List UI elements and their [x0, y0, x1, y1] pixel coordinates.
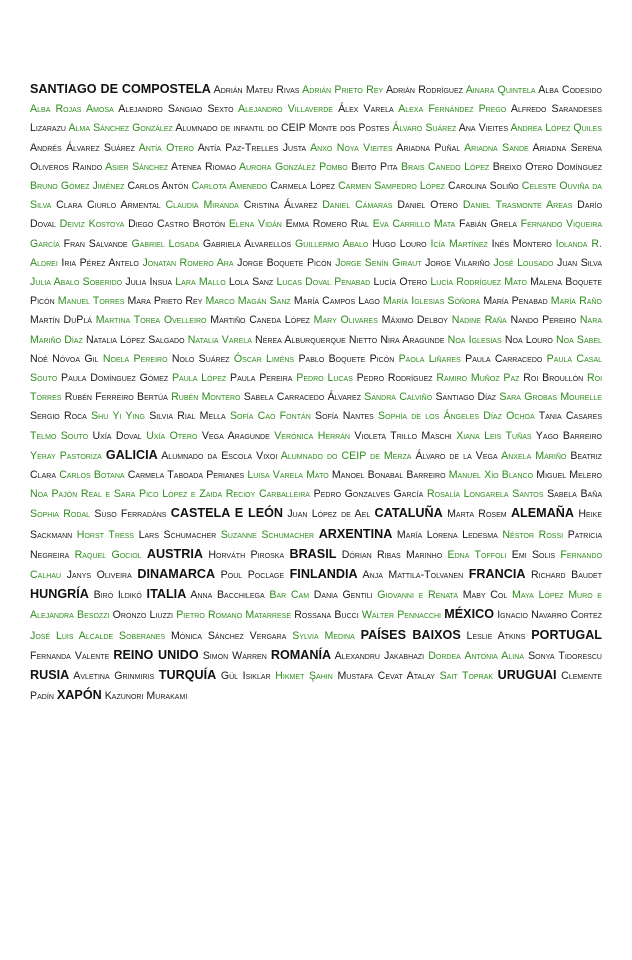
contributor-name: Suzanne Schumacher — [220, 528, 315, 541]
contributor-name: Celeste Ouviña da Silva — [30, 180, 602, 212]
contributor-name: Yeray Pastoriza — [30, 449, 102, 462]
contributor-name: Sandra Calviño — [364, 391, 433, 404]
contributor-name: Néstor Rossi — [502, 528, 564, 541]
contributor-name: Sergio Roca — [30, 410, 87, 423]
contributor-name: Santiago Díaz — [435, 391, 497, 404]
contributor-name: Nolo Suárez — [171, 352, 230, 365]
contributor-name: Noa Pajón Real e Sara Pico López e Zaida Recioy Carballeira — [30, 488, 310, 501]
contributor-name: Ariadna Serena Oliveros Raindo — [30, 141, 602, 173]
contributor-name: Janys Oliveira — [66, 569, 132, 582]
contributor-name: Patricia Negreira — [30, 528, 603, 561]
contributor-name: Ariadna Puñal — [396, 141, 461, 154]
contributor-name: Miguel Melero — [536, 469, 602, 482]
contributor-name: Daniel Cámaras — [322, 199, 393, 212]
place-heading: TURQUÍA — [158, 668, 217, 683]
contributor-name: Jorge Vilariño — [425, 256, 490, 269]
contributor-name: Gabriela Alvarellos — [202, 237, 292, 250]
contributor-name: Manuel Xío Blanco — [448, 469, 534, 482]
contributor-name: Noa Louro — [504, 333, 553, 346]
contributor-name: Rossana Bucci — [294, 609, 359, 622]
place-heading: MÉXICO — [444, 607, 495, 622]
contributor-name: Juan Silva — [557, 256, 603, 269]
contributor-name: Mónica Sánchez Vergara — [170, 629, 287, 642]
place-heading: RUSIA — [30, 668, 70, 683]
place-heading: ARXENTINA — [318, 526, 393, 541]
contributor-name: Sara Grobas Mourelle — [499, 391, 602, 404]
contributor-name: Noela Pereiro — [102, 352, 168, 365]
contributor-name: Richard Baudet — [531, 569, 603, 582]
contributor-name: Noé Nóvoa Gil — [30, 352, 99, 365]
contributor-name: Uxía Doval — [92, 429, 142, 442]
contributor-name: Leslie Atkins — [466, 629, 526, 642]
place-heading: AUSTRIA — [146, 546, 204, 561]
contributor-name: Brais Canedo López — [401, 160, 490, 173]
contributor-name: Marco Magán Sanz — [205, 295, 291, 308]
contributor-name: Sabela Baña — [547, 488, 603, 501]
contributor-name: Silvia Rial Mella — [149, 410, 226, 423]
contributor-name: Roi Broullón — [523, 372, 584, 385]
contributor-name: Malena Boquete Picón — [30, 276, 603, 308]
contributor-name: Fabián Grela — [459, 218, 517, 231]
contributor-name: Andrés Álvarez Suárez — [30, 141, 135, 154]
contributor-name: Rubén Ferreiro Bertúa — [64, 391, 168, 404]
contributor-name: Paula Pereira — [230, 372, 293, 385]
contributor-name: Nerea Alburquerque Nietto — [255, 333, 378, 346]
contributor-name: Adrián Mateu Rivas — [213, 84, 300, 96]
contributor-name: Gül Isiklar — [220, 670, 271, 683]
contributor-name: Eva Carrillo Mata — [372, 218, 456, 231]
contributor-name: José Luis Alcalde Soberanes — [30, 629, 166, 642]
contributor-name: Juan López de Ael — [287, 508, 371, 521]
contributor-name: Bruno Gómez Jiménez — [30, 180, 125, 193]
contributor-name: Verónica Herrán — [274, 429, 351, 442]
contributor-name: Dórian Ribas Marinho — [341, 548, 443, 561]
place-heading: SANTIAGO DE COMPOSTELA — [30, 82, 211, 96]
contributor-name: María Campos Lago — [293, 295, 380, 308]
contributor-name: Lars Schumacher — [138, 528, 217, 541]
contributor-name: Elena Vidán — [228, 218, 282, 231]
contributor-name: Martina Torea Ovelleiro — [95, 314, 207, 327]
contributor-name: Antía Paz-Trelles Justa — [197, 141, 307, 154]
contributor-name: Luisa Varela Mato — [247, 469, 329, 482]
contributor-name: Carmela Taboada Perianes — [127, 469, 245, 482]
contributor-name: Asier Sánchez — [105, 160, 169, 173]
contributor-name: Natalia López Salgado — [86, 333, 185, 346]
contributor-name: Mary Olivares — [313, 314, 378, 327]
contributors-list — [30, 80, 602, 707]
contributor-name: Paola Liñares — [398, 352, 461, 365]
contributor-name: Emi Solis — [511, 548, 556, 561]
contributor-name: Jorge Senín Giraut — [335, 256, 422, 269]
contributor-name: Xiana Leis Tuñas — [456, 429, 532, 442]
contributor-name: Julia Insua — [125, 276, 173, 289]
contributor-name: Anja Mattila-Tolvanen — [362, 569, 464, 582]
contributor-name: Biró Ildikó — [93, 589, 142, 602]
contributor-name: Dordea Antonia Alina — [428, 649, 525, 662]
contributor-name: Alumnado do CEIP de Merza — [280, 449, 412, 462]
place-heading: ROMANÍA — [270, 647, 332, 662]
contributor-name: Manuel Torres — [57, 295, 125, 308]
place-heading: BRASIL — [289, 546, 337, 561]
contributor-name: Carolina Soliño — [448, 180, 519, 193]
contributor-name: Sabela Carracedo Álvarez — [243, 391, 361, 404]
contributor-name: Alejandro Sangiao Sexto — [118, 103, 234, 116]
contributor-name: Gabriel Losada — [131, 237, 200, 250]
place-heading: XAPÓN — [56, 688, 102, 703]
contributor-name: Nara Mariño Díaz — [30, 314, 603, 346]
contributor-name: Hikmet Şahin — [275, 670, 333, 683]
contributor-name: Nando Pereiro — [510, 314, 577, 327]
contributor-name: Pablo Boquete Picón — [298, 352, 395, 365]
place-heading: DINAMARCA — [137, 567, 216, 582]
contributor-name: Anxela Mariño — [501, 449, 567, 462]
contributor-name: Paula Domínguez Gómez — [61, 372, 169, 385]
contributor-name: Ramiro Muñoz Paz — [436, 372, 520, 385]
contributor-name: José Lousado — [493, 256, 554, 269]
contributor-name: Avletina Grinmiris — [73, 670, 155, 683]
contributor-name: Lola Sanz — [228, 276, 274, 289]
contributor-name: Fernanda Valente — [30, 649, 110, 662]
contributor-name: Alejandro Villaverde — [238, 103, 333, 116]
contributor-name: Carlota Amenedo — [191, 180, 268, 193]
contributor-name: Martiño Caneda López — [210, 314, 310, 327]
contributor-name: Natalia Varela — [187, 333, 252, 346]
contributor-name: Rubén Montero — [171, 391, 241, 404]
contributor-name: Antía Otero — [138, 141, 194, 154]
contributor-name: Telmo Souto — [30, 429, 89, 442]
contributor-name: Anna Bacchilega — [190, 589, 265, 602]
contributor-name: Sait Toprak — [439, 670, 494, 683]
contributor-name: Shu Yi Ying — [91, 410, 145, 423]
contributor-name: Inés Montero — [491, 237, 552, 250]
contributor-name: Jorge Boquete Picón — [237, 256, 332, 269]
contributor-name: Alumnado da Escola Vixoi — [161, 449, 278, 462]
place-heading: FINLANDIA — [289, 567, 358, 582]
place-heading: CASTELA E LEÓN — [170, 506, 284, 521]
contributor-name: Ignacio Navarro Cortez — [497, 609, 602, 622]
contributor-name: Vega Aragunde — [201, 429, 270, 442]
place-heading: FRANCIA — [468, 567, 526, 582]
contributor-name: Adrián Prieto Rey — [302, 84, 384, 96]
contributor-name: Lucas Doval Penabad — [276, 276, 371, 289]
contributor-name: Sonya Tidorescu — [528, 649, 603, 662]
contributor-name: Dania Gentili — [313, 589, 373, 602]
contributor-name: Maya López Muro e Alejandra Besozzi — [30, 589, 602, 622]
contributor-name: Deiviz Kostoya — [59, 218, 125, 231]
place-heading: ITALIA — [146, 587, 187, 602]
contributor-name: Aurora González Pombo — [239, 160, 348, 173]
contributor-name: Marta Rosem — [447, 508, 507, 521]
contributor-name: Poul Poclage — [220, 569, 285, 582]
contributor-name: Alfredo Sarandeses Lizarazu — [30, 103, 602, 135]
contributor-name: Walter Pennacchi — [361, 609, 442, 622]
contributor-name: Darío Doval — [30, 199, 603, 231]
contributor-name: Claudia Miranda — [165, 199, 239, 212]
contributor-name: Uxía Otero — [146, 429, 198, 442]
contributor-name: Anxo Noya Vieites — [310, 141, 393, 154]
contributor-name: Adrián Rodríguez — [385, 84, 463, 96]
place-heading: GALICIA — [105, 447, 158, 462]
contributor-name: Beatriz Clara — [30, 449, 602, 482]
contributor-name: Daniel Otero — [397, 199, 458, 212]
contributor-name: Carlos Antón — [127, 180, 189, 193]
contributor-name: Clemente Padín — [30, 670, 603, 703]
contributor-name: Álvaro Suárez — [392, 122, 457, 135]
contributor-name: Yago Barreiro — [535, 429, 603, 442]
contributor-name: Edna Toffoli — [447, 548, 507, 561]
contributor-name: Icía Martínez — [430, 237, 488, 250]
contributor-name: Cristina Álvarez — [243, 199, 318, 212]
contributor-name: Alexa Fernández Prego — [398, 103, 507, 116]
contributor-name: Carlos Botana — [59, 469, 125, 482]
contributor-name: Bieito Pita — [351, 160, 398, 173]
contributor-name: Máximo Delboy — [381, 314, 448, 327]
contributor-name: Iria Pérez Antelo — [61, 256, 139, 269]
contributor-name: Carmen Sampedro López — [338, 180, 445, 193]
contributor-name: Álex Varela — [338, 103, 394, 116]
contributor-name: Ariadna Sande — [464, 141, 529, 154]
contributor-name: Andrea López Quiles — [510, 122, 602, 135]
contributor-name: Jonatan Romero Ara — [142, 256, 234, 269]
contributor-name: Sofía Cao Fontán — [229, 410, 311, 423]
contributor-name: Ainara Quintela — [465, 84, 536, 96]
contributor-name: Álvaro de la Vega — [415, 449, 498, 462]
contributor-name: Emma Romero Rial — [285, 218, 369, 231]
place-heading: CATALUÑA — [374, 506, 443, 521]
contributor-name: Horváth Piroska — [208, 548, 285, 561]
contributor-name: Simon Warren — [202, 649, 267, 662]
contributor-name: Alumnado de infantil do CEIP Monte dos Postes — [175, 122, 390, 135]
contributor-name: Fernando Calhau — [30, 548, 603, 582]
contributor-name: Julia Abalo Soberido — [30, 276, 123, 289]
contributor-name: Noa Sabel — [555, 333, 602, 346]
contributor-name: María Iglesias Sóñora — [382, 295, 481, 308]
contributor-name: Sofía Nantes — [315, 410, 374, 423]
contributor-name: Giovanni e Renata — [377, 589, 459, 602]
contributor-name: Manoel Bonabal Barreiro — [331, 469, 446, 482]
contributor-name: Noa Iglesias — [447, 333, 502, 346]
contributor-name: Rosalía Longarela Santos — [426, 488, 544, 501]
contributor-name: Sophia Rodal — [30, 508, 91, 521]
place-heading: URUGUAI — [497, 668, 557, 683]
contributor-name: Sylvia Medina — [292, 629, 355, 642]
contributor-name: María Penabad — [483, 295, 548, 308]
contributor-name: Oronzo Liuzzi — [112, 609, 174, 622]
contributor-name: Breixo Otero Domínguez — [492, 160, 603, 173]
contributor-name: Sophía de los Ángeles Díaz Ochoa — [378, 410, 535, 423]
contributor-name: Lucía Rodríguez Mato — [430, 276, 527, 289]
contributor-name: Carmela López — [270, 180, 335, 193]
contributor-name: Paula López — [171, 372, 227, 385]
contributor-name: Iolanda R. Aldrei — [30, 237, 602, 269]
contributor-name: Nira Aragunde — [380, 333, 445, 346]
contributor-name: María Raño — [550, 295, 602, 308]
contributor-name: Atenea Riomao — [170, 160, 237, 173]
contributor-name: Paula Casal Souto — [30, 352, 603, 385]
place-heading: ALEMAÑA — [510, 506, 575, 521]
contributor-name: Suso Ferradáns — [94, 508, 167, 521]
contributor-name: Alba Rojas Amosa — [30, 103, 114, 116]
contributor-name: Horst Tress — [76, 528, 134, 541]
contributor-name: Paula Carracedo — [465, 352, 543, 365]
contributor-name: Maby Col — [462, 589, 508, 602]
place-heading: PORTUGAL — [531, 627, 603, 642]
place-heading: REINO UNIDO — [113, 647, 199, 662]
contributor-name: Ana Vieites — [458, 122, 509, 135]
contributor-name: Tania Casares — [538, 410, 603, 423]
contributor-name: Daniel Trasmonte Areas — [462, 199, 573, 212]
contributor-name: Roi Torres — [30, 372, 603, 404]
contributor-name: Kazunori Murakami — [104, 690, 188, 703]
contributor-name: Lara Mallo — [175, 276, 226, 289]
contributor-name: Raquel Gociol — [74, 548, 142, 561]
contributor-name: Óscar Liméns — [233, 352, 295, 365]
contributor-name: Mustafa Cevat Atalay — [337, 670, 435, 683]
contributor-name: Pietro Romano Matarrese — [176, 609, 292, 622]
contributor-name: Heike Sackmann — [30, 508, 603, 541]
contributor-name: Lucía Otero — [373, 276, 428, 289]
contributor-name: Nadine Raña — [451, 314, 507, 327]
place-heading: PAÍSES BAIXOS — [360, 627, 461, 642]
contributor-name: Alexandru Jakabhazi — [334, 649, 425, 662]
contributor-name: María Lorena Ledesma — [396, 528, 498, 541]
contributor-name: Hugo Louro — [372, 237, 427, 250]
place-heading: HUNGRÍA — [30, 587, 89, 602]
contributor-name: Fernando Viqueira García — [30, 218, 603, 250]
contributor-name: Alba Codesido — [538, 84, 603, 96]
contributor-name: Alma Sánchez González — [68, 122, 173, 135]
contributor-name: Diego Castro Brotón — [128, 218, 226, 231]
contributor-name: Pedro Rodríguez — [356, 372, 433, 385]
contributor-name: Clara Ciurlo Armental — [56, 199, 161, 212]
contributor-name: Guillermo Abalo — [295, 237, 369, 250]
contributor-name: Mara Prieto Rey — [127, 295, 203, 308]
contributor-name: Fran Salvande — [63, 237, 128, 250]
contributor-name: Pedro Gonzalves García — [313, 488, 424, 501]
contributor-name: Bar Cam — [269, 589, 310, 602]
contributor-name: Pedro Lucas — [296, 372, 353, 385]
contributor-name: Martín DuPlá — [30, 314, 92, 327]
contributor-name: Violeta Trillo Maschi — [354, 429, 452, 442]
